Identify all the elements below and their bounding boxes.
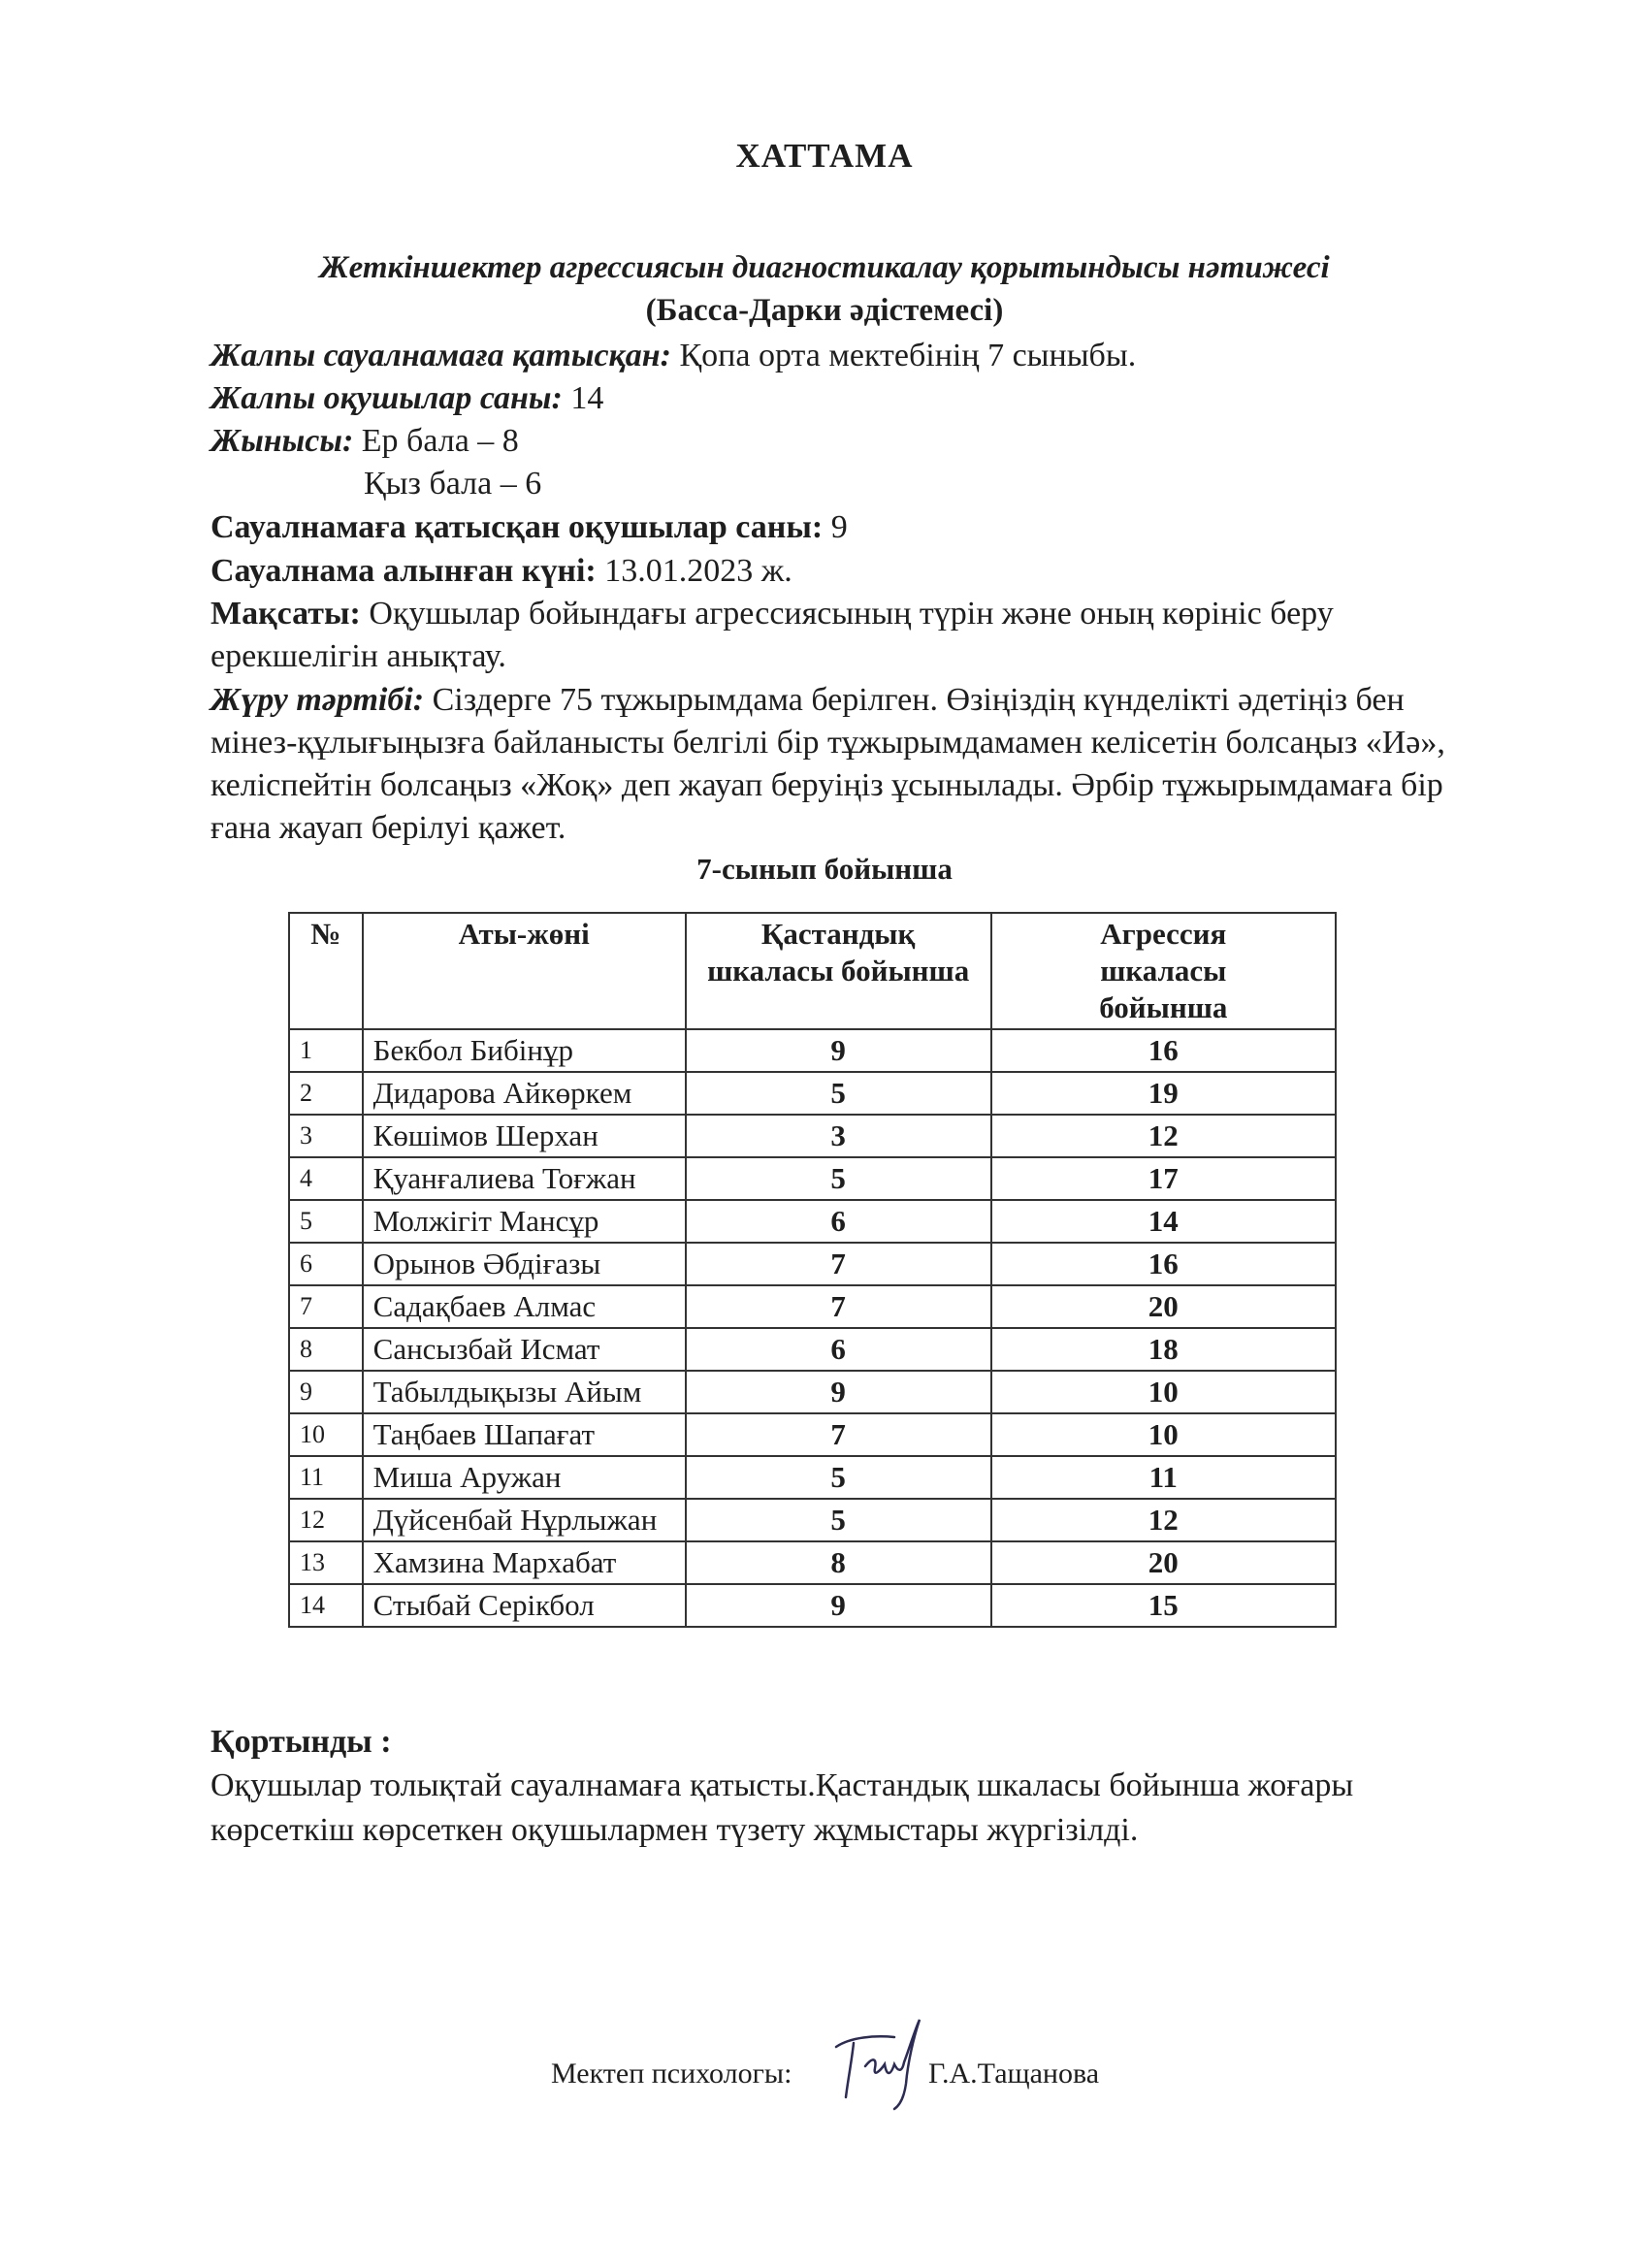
- results-table: [288, 912, 1337, 1628]
- girls-count: Қыз бала – 6: [364, 466, 542, 502]
- row-name: Көшімов Шерхан: [363, 1115, 686, 1157]
- table-row: [289, 1499, 1336, 1541]
- row-num: 10: [289, 1413, 363, 1456]
- row-name: Дүйсенбай Нұрлыжан: [363, 1499, 686, 1541]
- row-aggression: 11: [991, 1456, 1336, 1499]
- table-body: [289, 1029, 1336, 1627]
- table-row: [289, 1285, 1336, 1328]
- date-line: [210, 550, 792, 593]
- row-aggression: 10: [991, 1371, 1336, 1413]
- table-caption: 7-сынып бойынша: [696, 852, 953, 886]
- surveyed-line: [210, 506, 848, 549]
- row-hostility: 9: [686, 1029, 991, 1072]
- gender-label: Жынысы:: [210, 423, 354, 459]
- row-num: 11: [289, 1456, 363, 1499]
- row-num: 8: [289, 1328, 363, 1371]
- conclusion-text: Оқушылар толықтай сауалнамаға қатысты.Қастандық шкаласы бойынша жоғары көрсеткіш көрсеткен оқушылармен түзету жұмыстары жүргізілді.: [210, 1767, 1354, 1848]
- psychologist-name: Г.А.Тащанова: [928, 2057, 1100, 2090]
- row-hostility: 8: [686, 1541, 991, 1584]
- table-row: [289, 1541, 1336, 1584]
- document-title: ХАТТАМА: [735, 137, 914, 175]
- row-aggression: 16: [991, 1243, 1336, 1285]
- goal-label: Мақсаты:: [210, 596, 361, 632]
- row-aggression: 20: [991, 1285, 1336, 1328]
- participants-label: Жалпы сауалнамаға қатысқан:: [210, 338, 671, 373]
- row-num: 14: [289, 1584, 363, 1627]
- table-row: [289, 1072, 1336, 1115]
- conclusion-label: Қортынды :: [210, 1724, 392, 1760]
- row-aggression: 19: [991, 1072, 1336, 1115]
- participants-value: Қопа орта мектебінің 7 сыныбы.: [679, 338, 1137, 373]
- header-aggression: Агрессия шкаласы бойынша: [991, 913, 1336, 1029]
- conclusion-heading: [210, 1721, 392, 1764]
- row-hostility: 7: [686, 1413, 991, 1456]
- date-label: Сауалнама алынған күні:: [210, 553, 597, 589]
- goal-paragraph: [210, 593, 1471, 678]
- table-row: [289, 1584, 1336, 1627]
- row-name: Бекбол Бибінұр: [363, 1029, 686, 1072]
- table-row: [289, 1456, 1336, 1499]
- row-num: 13: [289, 1541, 363, 1584]
- header-num: №: [289, 913, 363, 1029]
- row-aggression: 12: [991, 1115, 1336, 1157]
- signature-role: Мектеп психологы:: [551, 2057, 792, 2090]
- row-num: 6: [289, 1243, 363, 1285]
- girls-line: [364, 463, 541, 505]
- gender-line: [210, 420, 519, 463]
- participants-line: [210, 335, 1136, 377]
- row-aggression: 20: [991, 1541, 1336, 1584]
- row-num: 3: [289, 1115, 363, 1157]
- table-row: [289, 1413, 1336, 1456]
- row-hostility: 5: [686, 1157, 991, 1200]
- row-name: Орынов Әбдіғазы: [363, 1243, 686, 1285]
- row-hostility: 5: [686, 1499, 991, 1541]
- row-num: 9: [289, 1371, 363, 1413]
- row-hostility: 5: [686, 1072, 991, 1115]
- row-aggression: 12: [991, 1499, 1336, 1541]
- table-row: [289, 1115, 1336, 1157]
- row-name: Дидарова Айкөркем: [363, 1072, 686, 1115]
- row-aggression: 15: [991, 1584, 1336, 1627]
- row-num: 12: [289, 1499, 363, 1541]
- row-name: Молжігіт Мансұр: [363, 1200, 686, 1243]
- row-hostility: 5: [686, 1456, 991, 1499]
- row-num: 2: [289, 1072, 363, 1115]
- row-name: Стыбай Серікбол: [363, 1584, 686, 1627]
- row-aggression: 18: [991, 1328, 1336, 1371]
- procedure-label: Жүру тәртібі:: [210, 682, 425, 718]
- goal-text: Оқушылар бойындағы агрессиясының түрін және оның көрініс беру ерекшелігін анықтау.: [210, 596, 1334, 674]
- row-hostility: 3: [686, 1115, 991, 1157]
- row-num: 7: [289, 1285, 363, 1328]
- method-name: (Басса-Дарки әдістемесі): [645, 293, 1004, 328]
- procedure-text: Сіздерге 75 тұжырымдама берілген. Өзіңіздің күнделікті әдетіңіз бен мінез-құлығыңызға байланысты белгілі бір тұжырымдамамен келісетін болсаңыз «Иә», келіспейтін болсаңыз «Жоқ» деп жауап беруіңіз ұсынылады. Әрбір тұжырымдамаға бір ғана жауап берілуі қажет.: [210, 682, 1445, 846]
- table-row: [289, 1200, 1336, 1243]
- procedure-paragraph: [210, 679, 1471, 850]
- row-aggression: 17: [991, 1157, 1336, 1200]
- total-value: 14: [570, 380, 604, 416]
- table-header-row: [289, 913, 1336, 1029]
- surveyed-value: 9: [830, 509, 848, 545]
- row-hostility: 7: [686, 1285, 991, 1328]
- row-aggression: 10: [991, 1413, 1336, 1456]
- row-aggression: 14: [991, 1200, 1336, 1243]
- document-subtitle: Жеткіншектер агрессиясын диагностикалау қорытындысы нәтижесі: [319, 250, 1330, 285]
- table-row: [289, 1157, 1336, 1200]
- row-name: Табылдықызы Айым: [363, 1371, 686, 1413]
- table-row: [289, 1029, 1336, 1072]
- signature-image: [826, 2008, 928, 2115]
- row-num: 1: [289, 1029, 363, 1072]
- header-name: Аты-жөні: [363, 913, 686, 1029]
- row-hostility: 6: [686, 1200, 991, 1243]
- row-name: Қуанғалиева Тоғжан: [363, 1157, 686, 1200]
- row-name: Миша Аружан: [363, 1456, 686, 1499]
- table-row: [289, 1371, 1336, 1413]
- row-num: 4: [289, 1157, 363, 1200]
- boys-count: Ер бала – 8: [361, 423, 519, 459]
- surveyed-label: Сауалнамаға қатысқан оқушылар саны:: [210, 509, 824, 545]
- row-aggression: 16: [991, 1029, 1336, 1072]
- table-row: [289, 1243, 1336, 1285]
- row-name: Сансызбай Исмат: [363, 1328, 686, 1371]
- total-line: [210, 377, 603, 420]
- header-hostility: Қастандық шкаласы бойынша: [686, 913, 991, 1029]
- row-hostility: 7: [686, 1243, 991, 1285]
- total-label: Жалпы оқушылар саны:: [210, 380, 563, 416]
- row-name: Таңбаев Шапағат: [363, 1413, 686, 1456]
- row-hostility: 9: [686, 1584, 991, 1627]
- table-row: [289, 1328, 1336, 1371]
- row-hostility: 9: [686, 1371, 991, 1413]
- row-num: 5: [289, 1200, 363, 1243]
- row-name: Хамзина Мархабат: [363, 1541, 686, 1584]
- row-hostility: 6: [686, 1328, 991, 1371]
- date-value: 13.01.2023 ж.: [604, 553, 792, 589]
- row-name: Садақбаев Алмас: [363, 1285, 686, 1328]
